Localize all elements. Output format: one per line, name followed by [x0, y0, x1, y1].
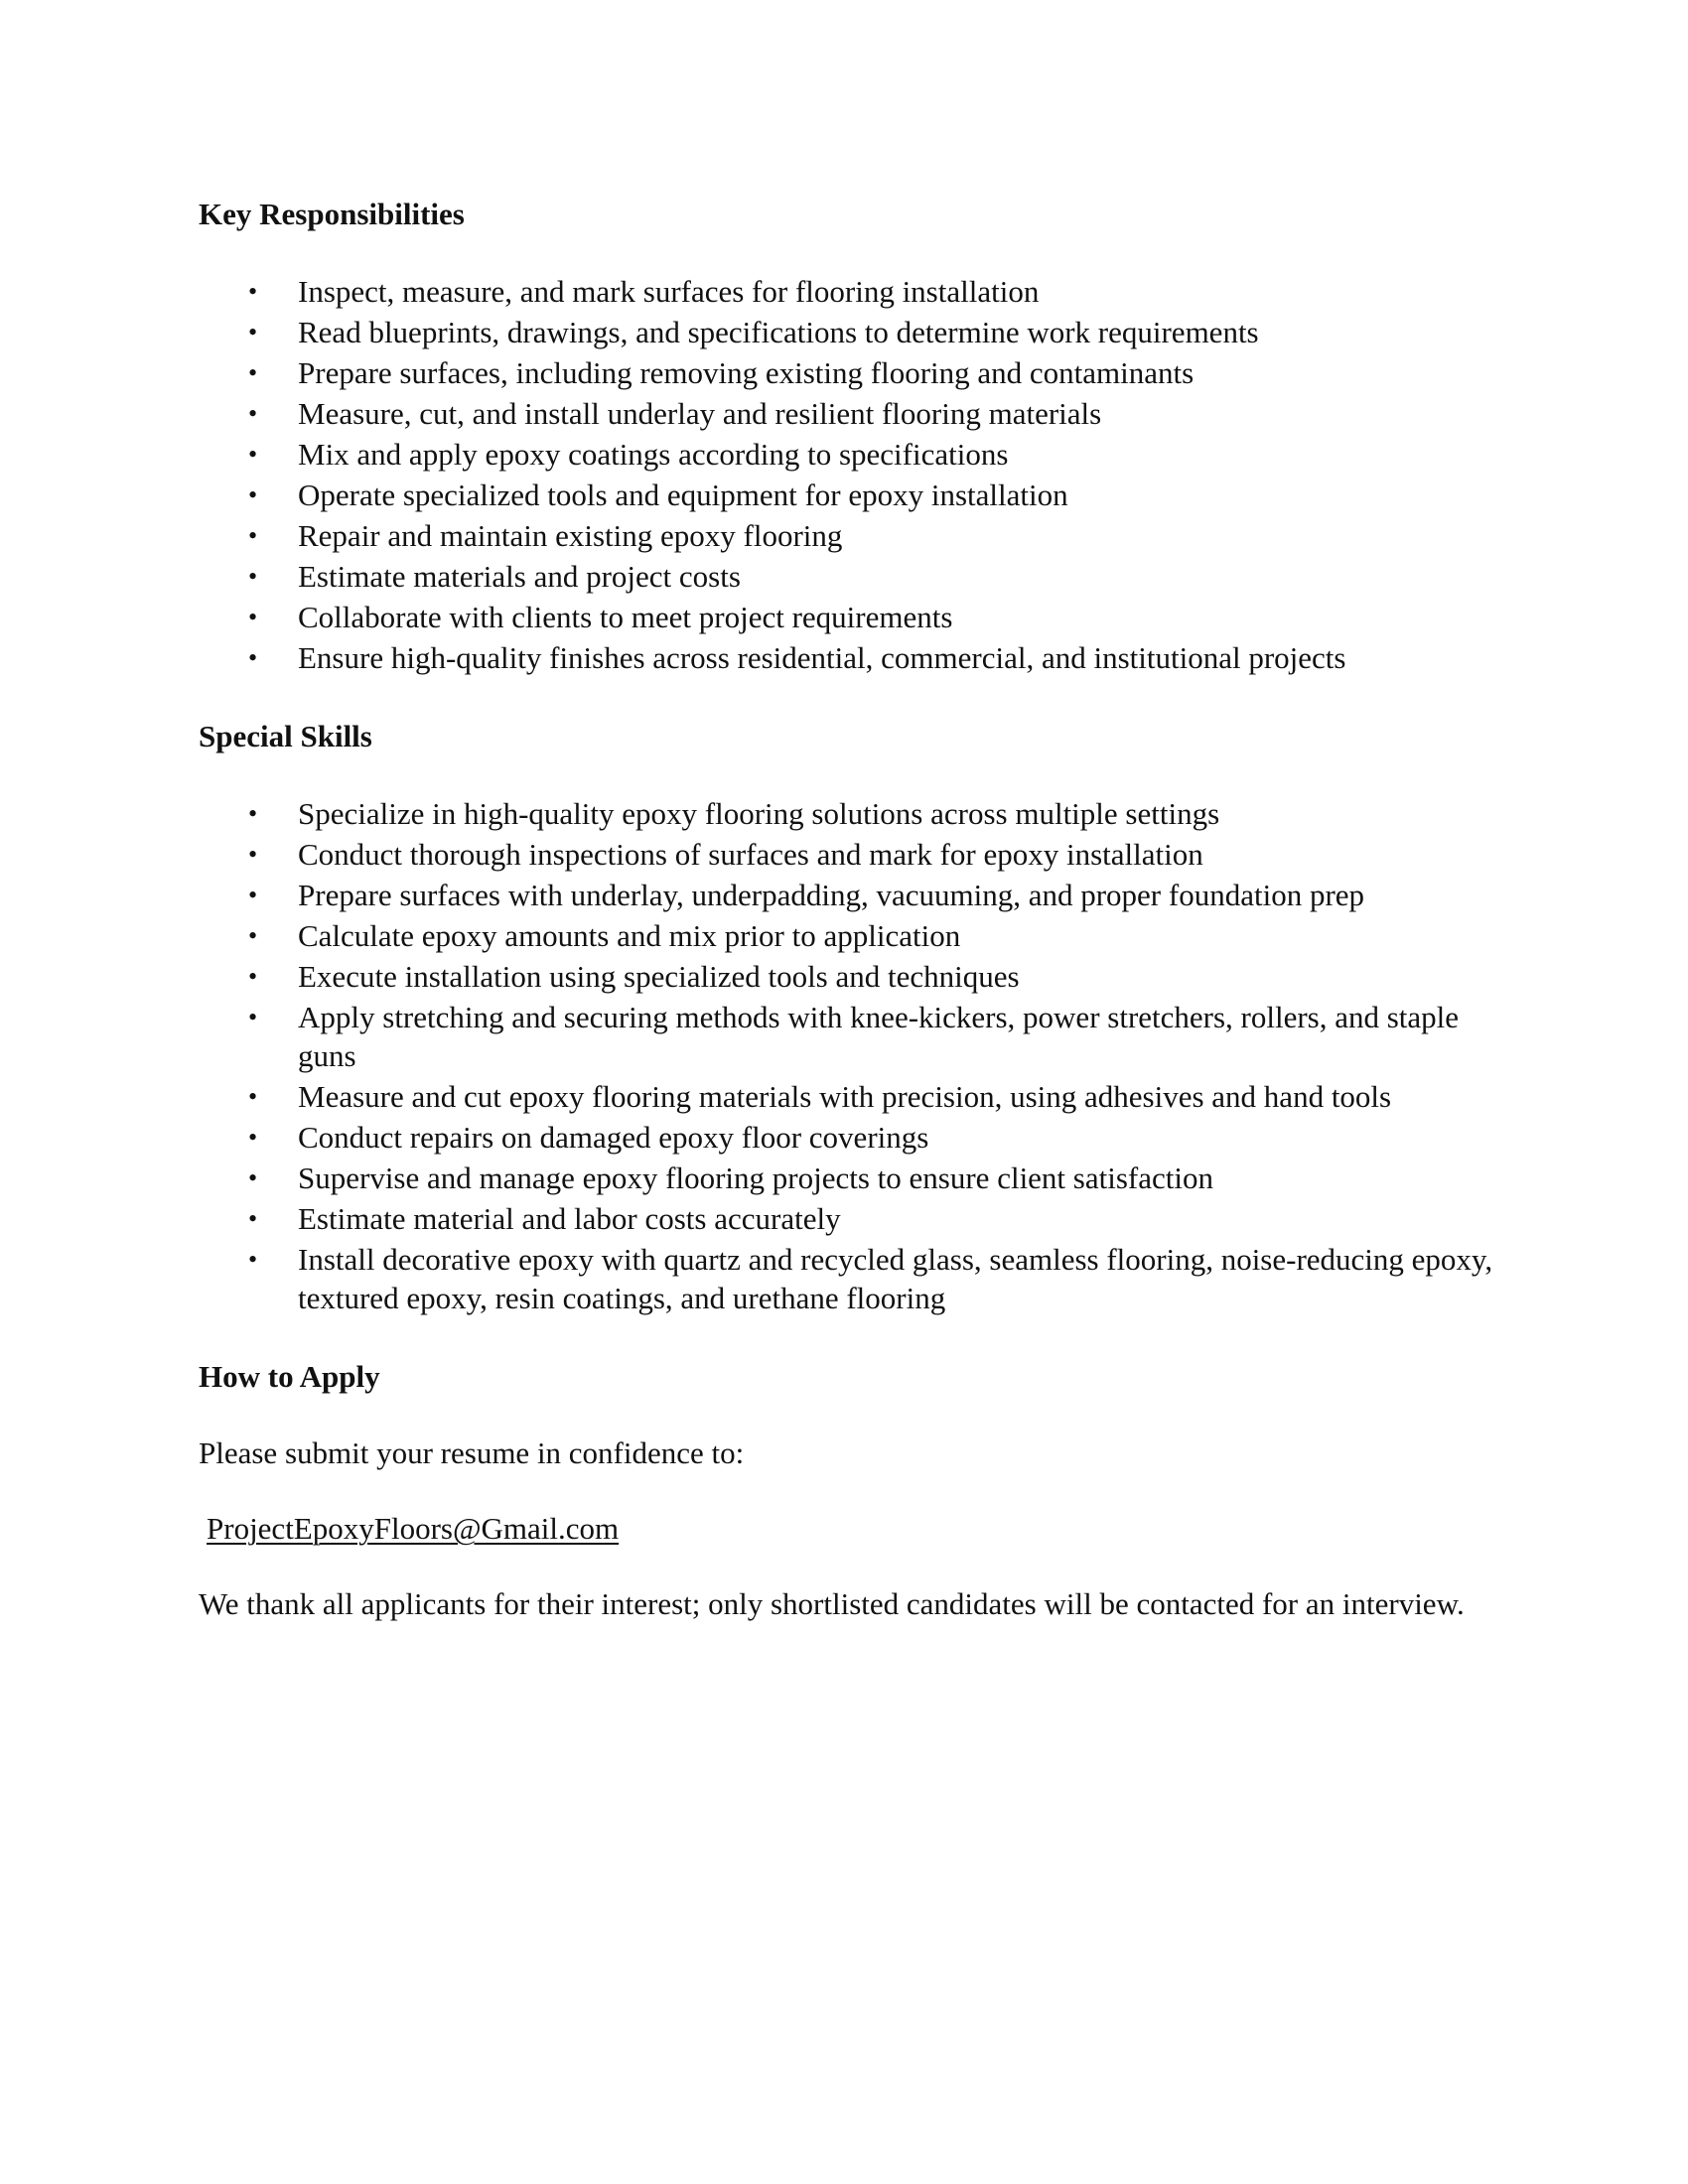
bullet-icon: • — [248, 962, 258, 991]
bullet-icon: • — [248, 399, 258, 428]
closing-statement: We thank all applicants for their interest; only shortlisted candidates will be contacted for an interview. — [199, 1586, 1465, 1621]
bullet-icon: • — [248, 799, 258, 828]
bullet-icon: • — [248, 1082, 258, 1111]
list-item: • Estimate material and labor costs accurately — [248, 1201, 841, 1236]
bullet-icon: • — [248, 1245, 258, 1274]
bullet-icon: • — [248, 480, 258, 509]
bullet-icon: • — [248, 1003, 258, 1031]
list-item: • Operate specialized tools and equipment for epoxy installation — [248, 478, 1068, 512]
list-item: • Read blueprints, drawings, and specifications to determine work requirements — [248, 315, 1259, 349]
bullet-icon: • — [248, 521, 258, 550]
bullet-icon: • — [248, 643, 258, 672]
list-item: • Repair and maintain existing epoxy flooring — [248, 518, 843, 553]
bullet-icon: • — [248, 1123, 258, 1152]
bullet-icon: • — [248, 881, 258, 909]
list-item: • Mix and apply epoxy coatings according to specifications — [248, 437, 1009, 472]
list-item: • Install decorative epoxy with quartz and recycled glass, seamless flooring, noise-reducing epoxy, textured epoxy, resin coatings, and urethane flooring — [248, 1242, 1493, 1315]
special-skills-list — [199, 794, 1509, 1317]
special-skills-heading: Special Skills — [199, 719, 372, 753]
apply-instruction: Please submit your resume in confidence to: — [199, 1435, 745, 1470]
key-responsibilities-list — [199, 272, 1509, 677]
document-page — [199, 195, 1509, 1623]
list-item: • Supervise and manage epoxy flooring projects to ensure client satisfaction — [248, 1160, 1213, 1195]
bullet-icon: • — [248, 562, 258, 591]
list-item: • Prepare surfaces with underlay, underpadding, vacuuming, and proper foundation prep — [248, 878, 1365, 912]
list-item: • Conduct repairs on damaged epoxy floor coverings — [248, 1120, 929, 1155]
bullet-icon: • — [248, 603, 258, 631]
key-responsibilities-heading: Key Responsibilities — [199, 197, 465, 231]
how-to-apply-heading: How to Apply — [199, 1359, 380, 1394]
list-item: • Inspect, measure, and mark surfaces for flooring installation — [248, 274, 1040, 309]
bullet-icon: • — [248, 1204, 258, 1233]
email-line — [199, 1510, 1509, 1548]
bullet-icon: • — [248, 277, 258, 306]
list-item: • Apply stretching and securing methods with knee-kickers, power stretchers, rollers, and staple guns — [248, 1000, 1460, 1073]
email-link[interactable]: ProjectEpoxyFloors@Gmail.com — [207, 1511, 620, 1546]
list-item: • Prepare surfaces, including removing existing flooring and contaminants — [248, 355, 1195, 390]
list-item: • Collaborate with clients to meet project requirements — [248, 600, 953, 634]
bullet-icon: • — [248, 1163, 258, 1192]
bullet-icon: • — [248, 358, 258, 387]
list-item: • Estimate materials and project costs — [248, 559, 741, 594]
list-item: • Measure and cut epoxy flooring materials with precision, using adhesives and hand tools — [248, 1079, 1392, 1114]
list-item: • Specialize in high-quality epoxy flooring solutions across multiple settings — [248, 796, 1220, 831]
list-item: • Execute installation using specialized tools and techniques — [248, 959, 1020, 994]
list-item: • Ensure high-quality finishes across residential, commercial, and institutional projects — [248, 640, 1346, 675]
list-item: • Conduct thorough inspections of surfaces and mark for epoxy installation — [248, 837, 1203, 872]
bullet-icon: • — [248, 318, 258, 346]
bullet-icon: • — [248, 440, 258, 469]
bullet-icon: • — [248, 840, 258, 869]
list-item: • Measure, cut, and install underlay and resilient flooring materials — [248, 396, 1102, 431]
list-item: • Calculate epoxy amounts and mix prior to application — [248, 918, 961, 953]
bullet-icon: • — [248, 921, 258, 950]
